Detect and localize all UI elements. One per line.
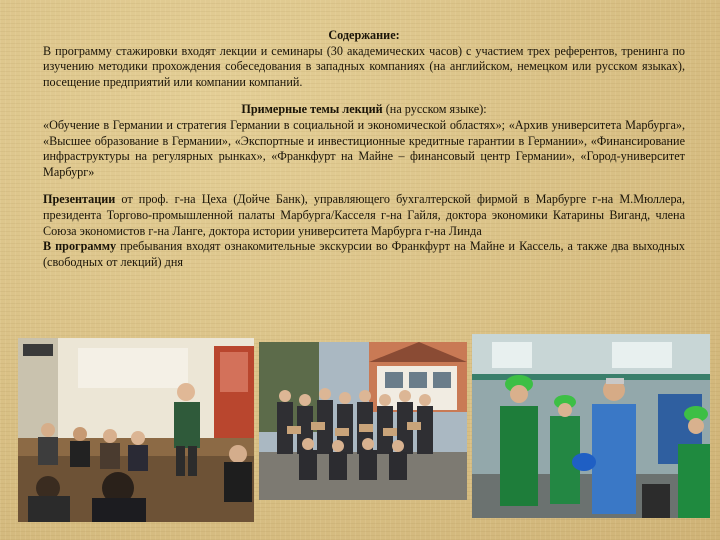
factory-visit-photo <box>472 334 710 518</box>
seminar-photo <box>18 338 254 522</box>
program-paragraph <box>43 239 685 270</box>
slide-text <box>43 28 685 270</box>
presentations-paragraph <box>43 192 685 239</box>
program-text: пребывания входят ознакомительные экскурсии во Франкфурт на Майне и Кассель, а также два выходных (свободных от лекций) дня <box>43 239 685 269</box>
topics-text: «Обучение в Германии и стратегия Германии в социальной и экономической областях»; «Архив университета Марбурга», «Высшее образование в Германии», «Экспортные и инвестиционные кредитные гарантии в Германии», «Финансирование инфраструктуры на регулярных рынках», «Франкфурт на Майне – финансовый центр Германии», «Город-университет Марбург» <box>43 117 685 179</box>
program-lead: В программу <box>43 239 117 254</box>
seminar-photo-illustration <box>18 338 254 522</box>
factory-visit-photo-illustration <box>472 334 710 518</box>
group-photo <box>259 342 467 500</box>
presentations-lead: Презентации <box>43 192 116 207</box>
topics-heading-rest: (на русском языке): <box>382 102 487 117</box>
presentations-text: от проф. г-на Цеха (Дойче Банк), управляющего бухгалтерской фирмой в Марбурге г-на М.Мюллера, президента Торгово-промышленной палаты Марбурга/Касселя г-на Гайля, доктора экономики Катарины Виганд, члена Союза экономистов г-на Ланге, доктора истории университета Марбурга г-на Линда <box>43 192 685 238</box>
topics-heading <box>43 102 685 118</box>
contents-heading: Содержание: <box>328 28 400 42</box>
contents-text: В программу стажировки входят лекции и семинары (30 академических часов) с участием трех референтов, тренинга по изучению методики прохождения собеседования в западных компаниях (на английском, немецком или русском языках), посещение предприятий или компании компаний. <box>43 43 685 89</box>
group-photo-illustration <box>259 342 467 500</box>
topics-heading-bold: Примерные темы лекций <box>241 102 383 117</box>
